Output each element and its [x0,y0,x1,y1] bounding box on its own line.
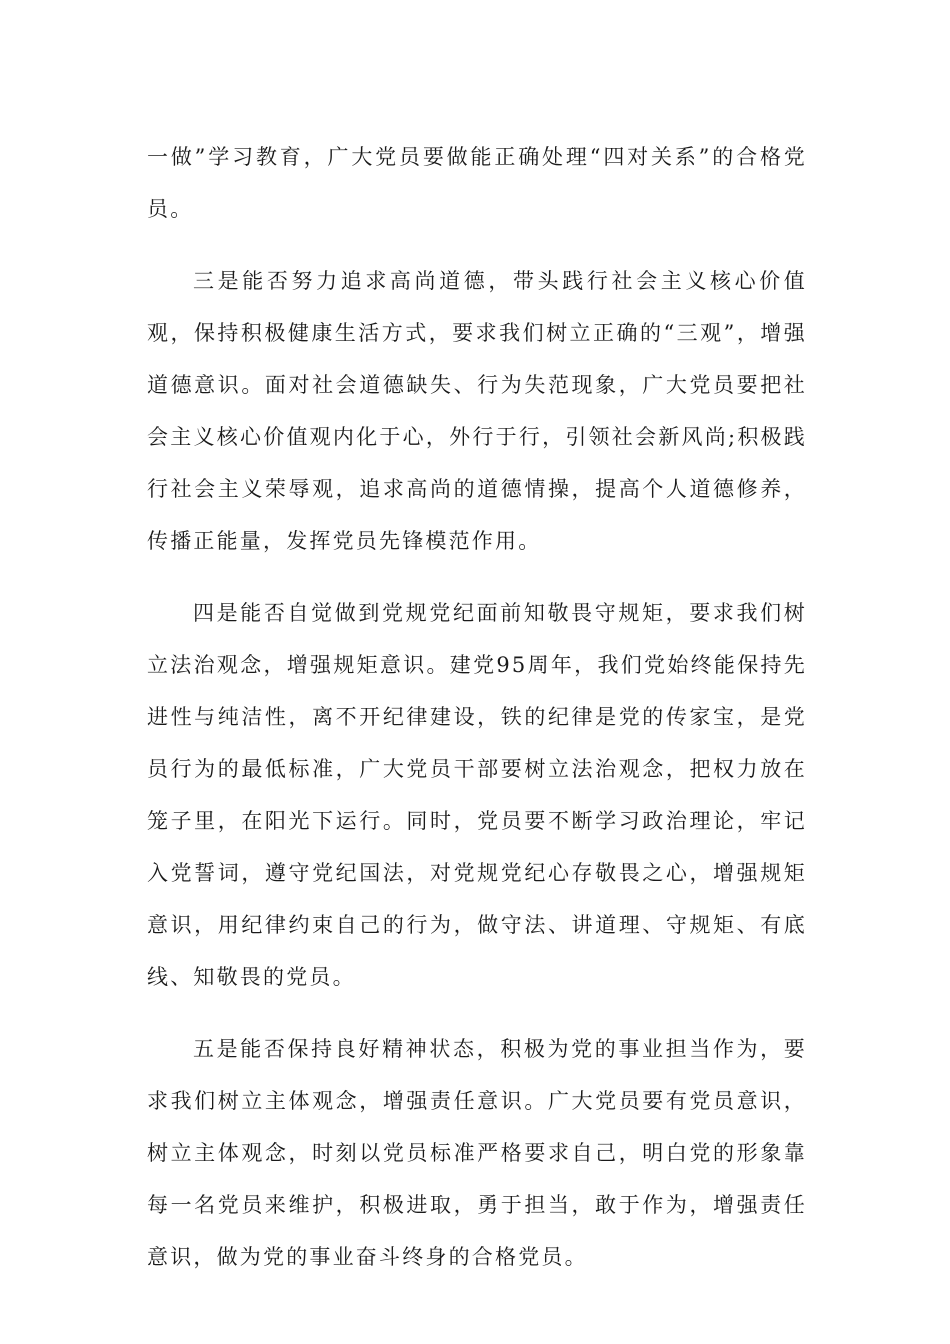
paragraph-4: 五是能否保持良好精神状态，积极为党的事业担当作为，要求我们树立主体观念，增强责任意识。广大党员要有党员意识，树立主体观念，时刻以党员标准严格要求自己，明白党的形象靠每一名党员来维护，积极进取，勇于担当，敢于作为，增强责任意识，做为党的事业奋斗终身的合格党员。 [147,1037,807,1269]
document-body [147,131,807,1283]
paragraph-1: 一做”学习教育，广大党员要做能正确处理“四对关系”的合格党员。 [147,145,807,221]
paragraph-3: 四是能否自觉做到党规党纪面前知敬畏守规矩，要求我们树立法治观念，增强规矩意识。建党95周年，我们党始终能保持先进性与纯洁性，离不开纪律建设，铁的纪律是党的传家宝，是党员行为的最低标准，广大党员干部要树立法治观念，把权力放在笼子里，在阳光下运行。同时，党员要不断学习政治理论，牢记入党誓词，遵守党纪国法，对党规党纪心存敬畏之心，增强规矩意识，用纪律约束自己的行为，做守法、讲道理、守规矩、有底线、知敬畏的党员。 [147,601,807,989]
paragraph-gap [147,1003,807,1023]
paragraph-2: 三是能否努力追求高尚道德，带头践行社会主义核心价值观，保持积极健康生活方式，要求我们树立正确的“三观”，增强道德意识。面对社会道德缺失、行为失范现象，广大党员要把社会主义核心价值观内化于心，外行于行，引领社会新风尚;积极践行社会主义荣辱观，追求高尚的道德情操，提高个人道德修养，传播正能量，发挥党员先锋模范作用。 [147,269,807,553]
paragraph-gap [147,567,807,587]
paragraph-gap [147,235,807,255]
